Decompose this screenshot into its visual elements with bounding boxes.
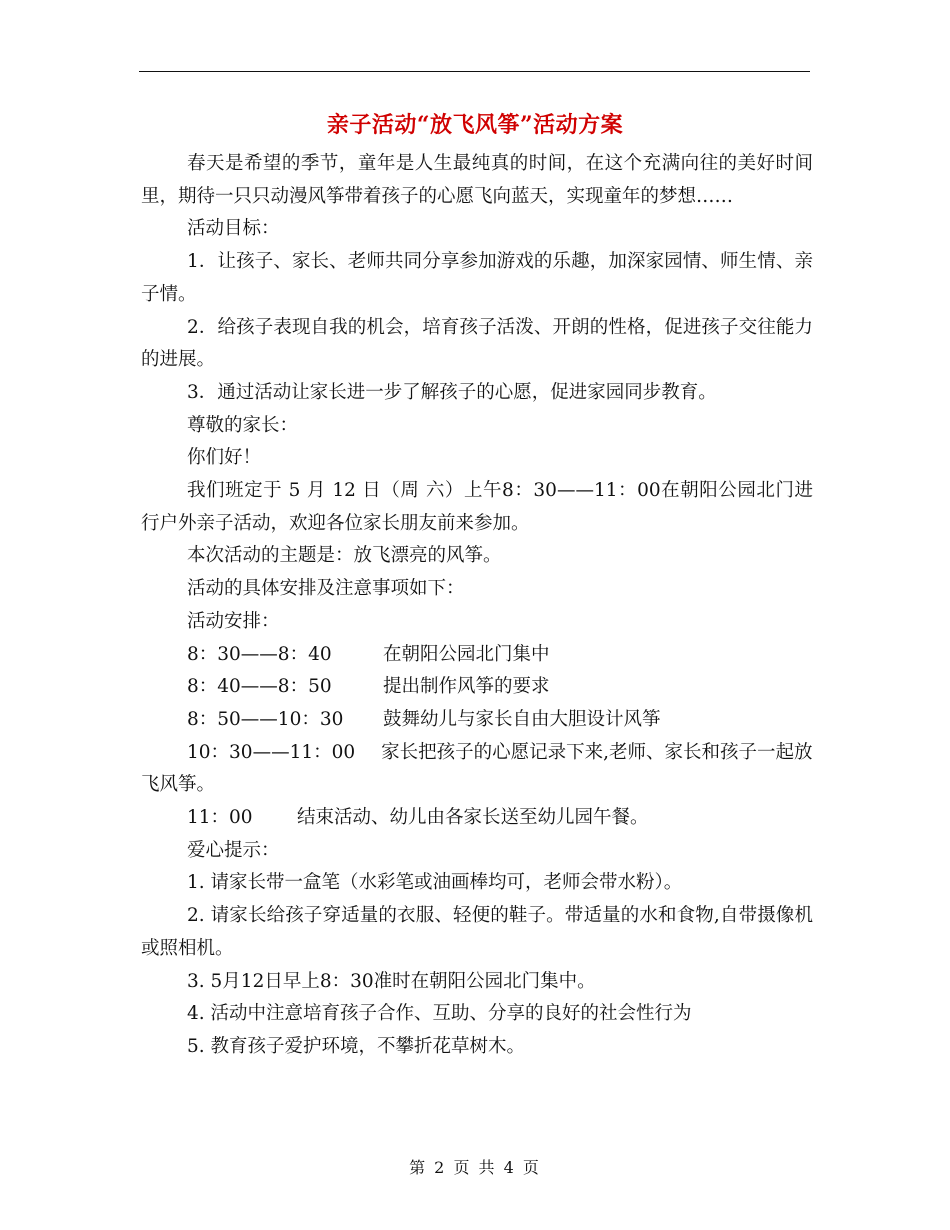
intro-paragraph: 春天是希望的季节，童年是人生最纯真的时间，在这个充满向往的美好时间里，期待一只只动漫风筝带着孩子的心愿飞向蓝天，实现童年的梦想…… [141,153,813,207]
goals-heading: 活动目标： [187,218,280,240]
goal-item-3: 3．通过活动让家长进一步了解孩子的心愿，促进家园同步教育。 [187,381,717,403]
page-footer: 第 2 页 共 4 页 [409,1158,541,1177]
tips-heading: 爱心提示： [187,839,280,861]
document-body [141,148,813,1064]
arrangement-intro: 活动的具体安排及注意事项如下： [187,578,465,600]
schedule-time: 11：00 [187,807,253,829]
tip-item-5: 5. 教育孩子爱护环境，不攀折花草树木。 [187,1035,526,1057]
tip-item-1: 1. 请家长带一盒笔（水彩笔或油画棒均可，老师会带水粉）。 [187,872,683,894]
theme-line: 本次活动的主题是：放飞漂亮的风筝。 [187,545,502,567]
salutation: 尊敬的家长： [187,414,299,436]
greeting: 你们好！ [187,447,262,469]
schedule-row [141,639,813,672]
schedule-desc: 家长把孩子的心愿记录下来,老师、家长和孩子一起放飞风筝。 [141,741,813,796]
schedule-row [141,671,813,704]
tip-item-2: 2. 请家长给孩子穿适量的衣服、轻便的鞋子。带适量的水和食物,自带摄像机或照相机。 [141,905,813,959]
tip-item-4: 4. 活动中注意培育孩子合作、互助、分享的良好的社会性行为 [187,1003,692,1025]
schedule-time: 8：40——8：50 [187,676,332,698]
schedule-time: 8：50——10：30 [187,708,344,730]
header-rule [139,71,810,72]
schedule-time: 8：30——8：40 [187,643,332,665]
schedule-desc: 结束活动、幼儿由各家长送至幼儿园午餐。 [297,807,649,829]
tip-item-3: 3. 5月12日早上8：30准时在朝阳公园北门集中。 [187,970,596,992]
schedule-desc: 在朝阳公园北门集中 [383,643,550,665]
goal-item-2: 2．给孩子表现自我的机会，培育孩子活泼、开朗的性格，促进孩子交往能力的进展。 [141,316,813,371]
schedule-heading: 活动安排： [187,610,280,632]
schedule-desc: 提出制作风筝的要求 [383,676,550,698]
schedule-time: 10：30——11：00 [187,741,356,763]
schedule-desc: 鼓舞幼儿与家长自由大胆设计风筝 [383,708,661,730]
schedule-row [141,704,813,737]
schedule-row-long [141,737,813,802]
goal-item-1: 1．让孩子、家长、老师共同分享参加游戏的乐趣，加深家园情、师生情、亲子情。 [141,251,813,305]
notice-paragraph: 我们班定于 5 月 12 日（周 六）上午8：30——11：00在朝阳公园北门进行户外亲子活动，欢迎各位家长朋友前来参加。 [141,480,813,534]
document-title: 亲子活动“放飞风筝”活动方案 [326,112,624,138]
schedule-row-end [141,802,813,835]
